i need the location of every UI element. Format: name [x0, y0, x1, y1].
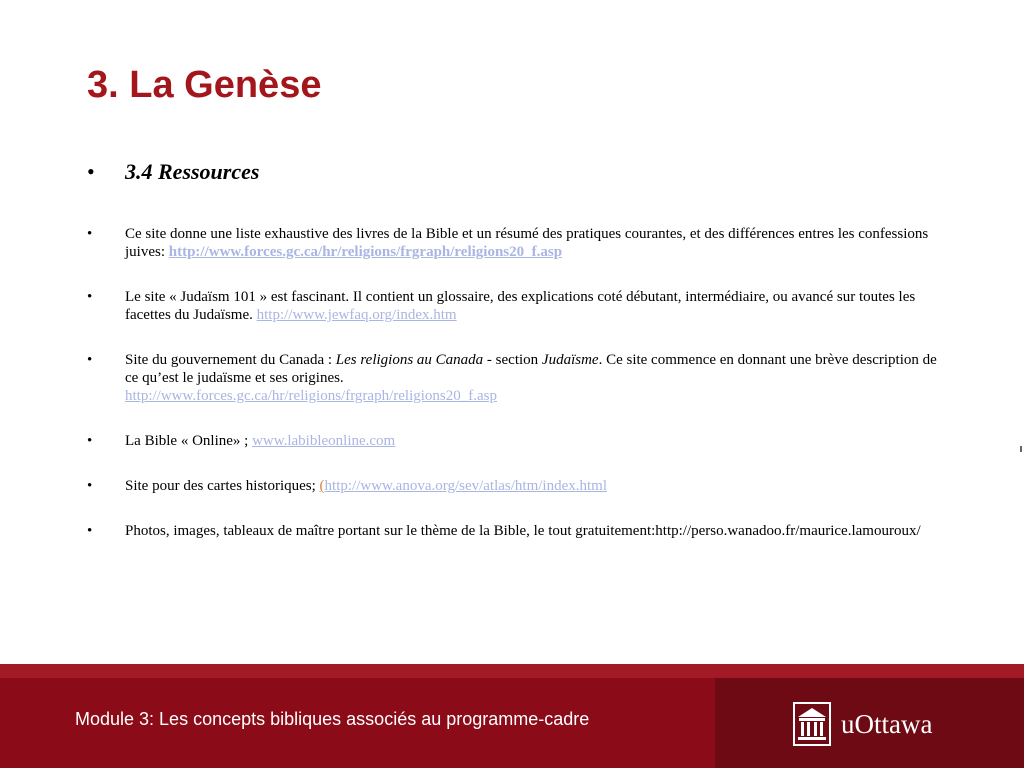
list-bullet: •: [87, 289, 93, 305]
heading-bullet: •: [87, 159, 95, 184]
open-paren: (: [319, 478, 325, 494]
edge-mark: [1020, 446, 1022, 452]
heading-text: 3.4 Ressources: [125, 159, 260, 184]
list-bullet: •: [87, 433, 93, 449]
jewfaq-link[interactable]: http://www.jewfaq.org/index.htm: [256, 307, 457, 323]
footer-top-stripe: [0, 664, 1024, 678]
list-item: [87, 477, 947, 495]
list-item-body: [125, 522, 937, 540]
list-item: [87, 351, 947, 405]
list-item: [87, 432, 947, 450]
list-item-body: [125, 288, 937, 324]
forces-religions-link[interactable]: http://www.forces.gc.ca/hr/religions/frgraph/religions20_f.asp: [168, 244, 563, 260]
list-item-body: [125, 225, 937, 261]
list-item-text: Le site « Judaïsm 101 » est fascinant. Il contient un glossaire, des explications coté débutant, intermédiaire, ou avancé sur toutes les facettes du Judaïsme.: [125, 289, 916, 323]
list-bullet: •: [87, 478, 93, 494]
list-item-text: - section: [483, 352, 542, 368]
list-item-text: Ce site donne une liste exhaustive des livres de la Bible et un résumé des pratiques courantes, et des différences entres les confessions juives:: [125, 226, 929, 260]
list-item-text: La Bible « Online» ;: [125, 433, 253, 449]
uottawa-wordmark: uOttawa: [841, 709, 933, 739]
list-item: [87, 225, 947, 261]
list-item-body: [125, 432, 937, 450]
uottawa-logo: [793, 702, 932, 746]
list-item-text: . Ce site commence en donnant une brève description de ce qu’est le judaïsme et ses origines.: [125, 352, 937, 386]
list-item-text: Photos, images, tableaux de maître portant sur le thème de la Bible, le tout gratuitement:http://perso.wanadoo.fr/maurice.lamouroux/: [125, 523, 921, 539]
slide-title: 3. La Genèse: [87, 64, 322, 106]
anova-atlas-link[interactable]: http://www.anova.org/sev/atlas/htm/index.html: [324, 478, 608, 494]
list-item: [87, 288, 947, 324]
footer-module-text: Module 3: Les concepts bibliques associés au programme-cadre: [75, 709, 590, 729]
judaism-section-title: Judaïsme: [541, 352, 599, 368]
list-item-text: Site pour des cartes historiques;: [125, 478, 320, 494]
university-building-icon: [793, 702, 831, 746]
forces-religions-link-2[interactable]: http://www.forces.gc.ca/hr/religions/frgraph/religions20_f.asp: [125, 388, 497, 404]
religions-canada-title: Les religions au Canada: [335, 352, 484, 368]
list-item-body: [125, 477, 937, 495]
list-item: [87, 522, 947, 540]
resource-list: [87, 225, 947, 567]
list-item-text: Site du gouvernement du Canada :: [125, 352, 336, 368]
list-bullet: •: [87, 226, 93, 242]
list-bullet: •: [87, 352, 93, 368]
list-item-body: [125, 351, 937, 405]
list-bullet: •: [87, 523, 93, 539]
labibleonline-link[interactable]: www.labibleonline.com: [252, 433, 396, 449]
